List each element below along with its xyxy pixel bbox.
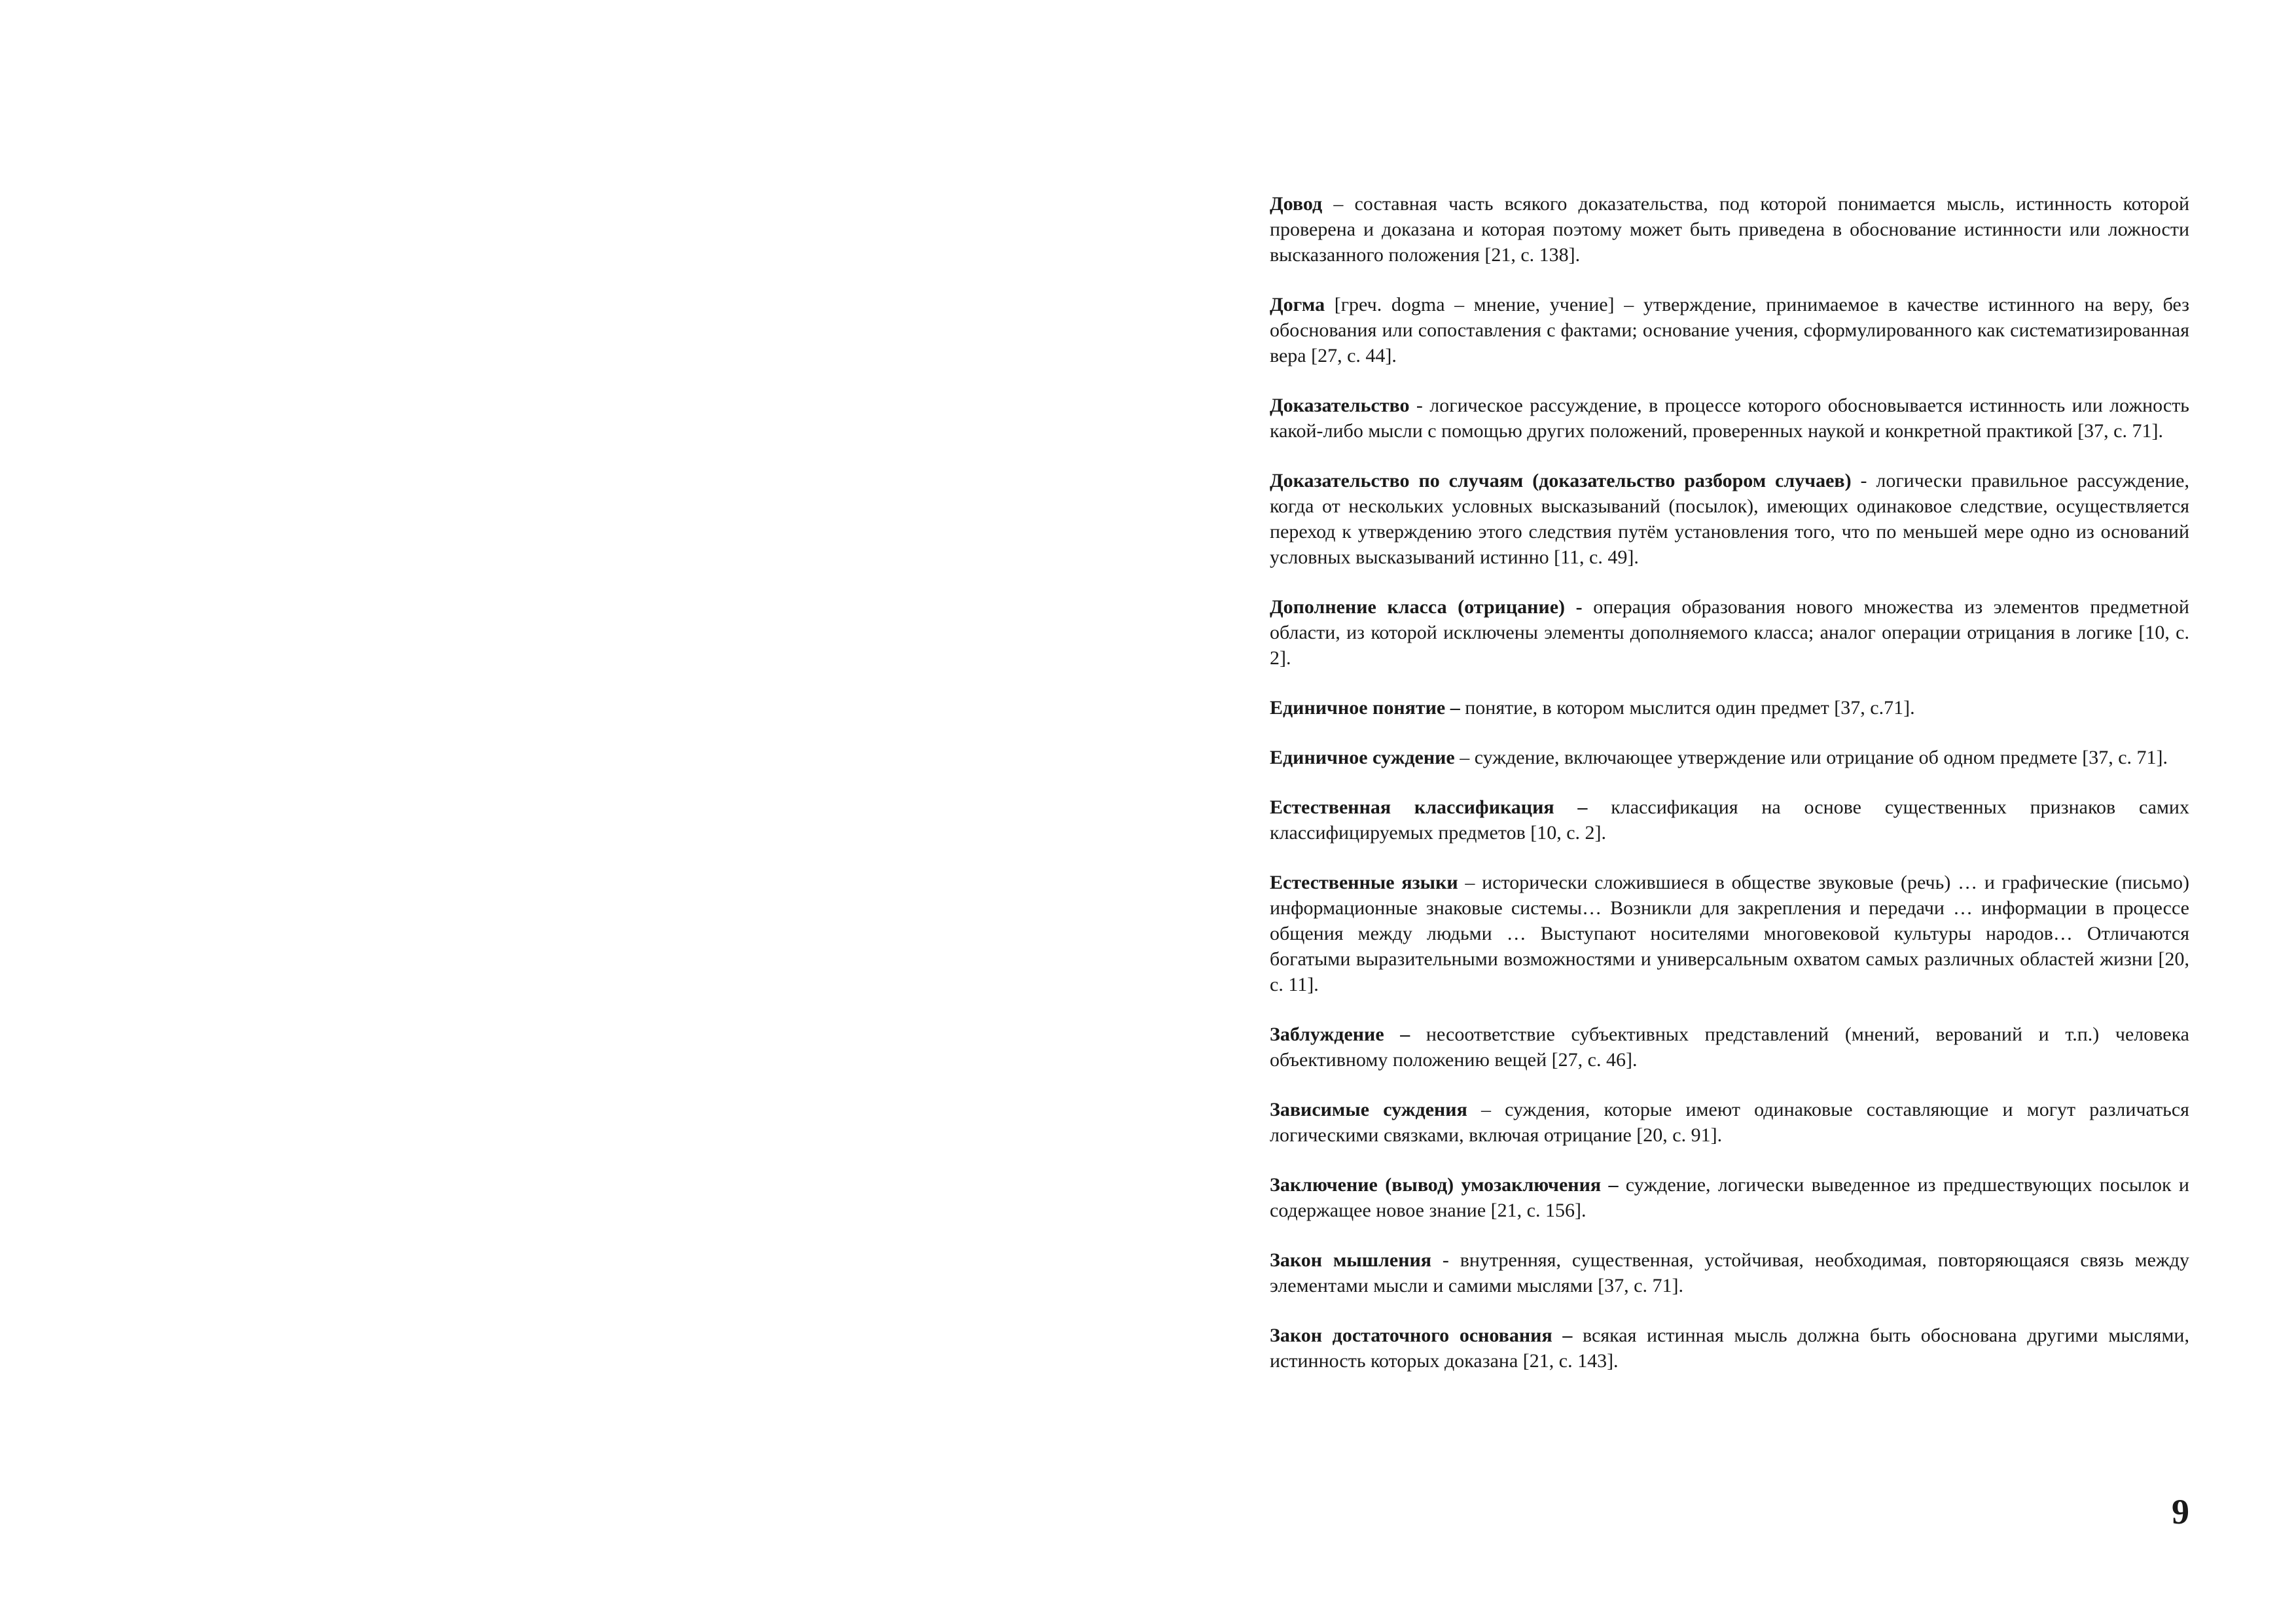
glossary-term: Зависимые суждения [1270, 1099, 1467, 1120]
glossary-definition: – составная часть всякого доказательства, под которой понимается мысль, истинность которой проверена и доказана и которая поэтому может быть приведена в обоснование истинности или ложности высказанного положения [21, с. 138]. [1270, 193, 2189, 266]
glossary-term: Заключение (вывод) умозаключения – [1270, 1174, 1619, 1196]
glossary-entry [1270, 794, 2189, 846]
glossary-term: Единичное понятие – [1270, 697, 1460, 719]
glossary-term: Закон мышления [1270, 1249, 1432, 1271]
glossary-definition: понятие, в котором мыслится один предмет [37, с.71]. [1460, 697, 1915, 719]
glossary-entry [1270, 1097, 2189, 1148]
glossary-entry [1270, 870, 2189, 997]
glossary-entry [1270, 695, 2189, 721]
glossary-term: Довод [1270, 193, 1323, 215]
glossary-definition: суждение, логически выведенное из предшествующих посылок и содержащее новое знание [21, с. 156]. [1270, 1174, 2189, 1221]
glossary-definition: всякая истинная мысль должна быть обоснована другими мыслями, истинность которых доказана [21, с. 143]. [1270, 1325, 2189, 1372]
glossary-definition: [греч. dogma – мнение, учение] – утверждение, принимаемое в качестве истинного на веру, без обоснования или сопоставления с фактами; основание учения, сформулированного как систематизированная вера [27, с. 44]. [1270, 294, 2189, 366]
glossary-definition: – суждение, включающее утверждение или отрицание об одном предмете [37, с. 71]. [1454, 747, 2168, 768]
glossary-term: Естественные языки [1270, 872, 1458, 893]
glossary-term: Доказательство [1270, 395, 1410, 416]
glossary-entry [1270, 1022, 2189, 1073]
glossary-entry [1270, 191, 2189, 268]
glossary-entry [1270, 393, 2189, 444]
glossary-definition: – суждения, которые имеют одинаковые составляющие и могут различаться логическими связками, включая отрицание [20, с. 91]. [1270, 1099, 2189, 1146]
glossary-term: Дополнение класса (отрицание) - [1270, 596, 1583, 618]
glossary-entry [1270, 1247, 2189, 1298]
glossary-definition: – исторически сложившиеся в обществе звуковые (речь) … и графические (письмо) информационные знаковые системы… Возникли для закрепления и передачи … информации в процессе общения между людьми … Выступают носителями многовековой культуры народов… Отличаются богатыми выразительными возможностями и универсальным охватом самых различных областей жизни [20, с. 11]. [1270, 872, 2189, 995]
glossary-term: Закон достаточного основания – [1270, 1325, 1573, 1346]
glossary-term: Догма [1270, 294, 1325, 315]
glossary-entry [1270, 1172, 2189, 1223]
glossary-definition: операция образования нового множества из элементов предметной области, из которой исключены элементы дополняемого класса; аналог операции отрицания в логике [10, с. 2]. [1270, 596, 2189, 669]
glossary-definition: - логическое рассуждение, в процессе которого обосновывается истинность или ложность какой-либо мысли с помощью других положений, проверенных наукой и конкретной практикой [37, с. 71]. [1270, 395, 2189, 442]
glossary-term: Доказательство по случаям (доказательство разбором случаев) [1270, 470, 1852, 491]
glossary-definition: классификация на основе существенных признаков самих классифицируемых предметов [10, с. 2]. [1270, 796, 2189, 844]
glossary-term: Естественная классификация – [1270, 796, 1588, 818]
glossary-definition: - логически правильное рассуждение, когда от нескольких условных высказываний (посылок), имеющих одинаковое следствие, осуществляется переход к утверждению этого следствия путём установления того, что по меньшей мере одно из оснований условных высказываний истинно [11, с. 49]. [1270, 470, 2189, 568]
glossary-entry [1270, 745, 2189, 770]
glossary-term: Единичное суждение [1270, 747, 1455, 768]
glossary [1270, 191, 2189, 1398]
page-number: 9 [2172, 1492, 2189, 1531]
glossary-definition: - внутренняя, существенная, устойчивая, необходимая, повторяющаяся связь между элементами мысли и самими мыслями [37, с. 71]. [1270, 1249, 2189, 1296]
glossary-entry [1270, 1323, 2189, 1374]
glossary-entry [1270, 594, 2189, 671]
glossary-entry [1270, 292, 2189, 368]
glossary-term: Заблуждение – [1270, 1024, 1410, 1045]
glossary-entry [1270, 468, 2189, 570]
glossary-definition: несоответствие субъективных представлений (мнений, верований и т.п.) человека объективному положению вещей [27, с. 46]. [1270, 1024, 2190, 1071]
